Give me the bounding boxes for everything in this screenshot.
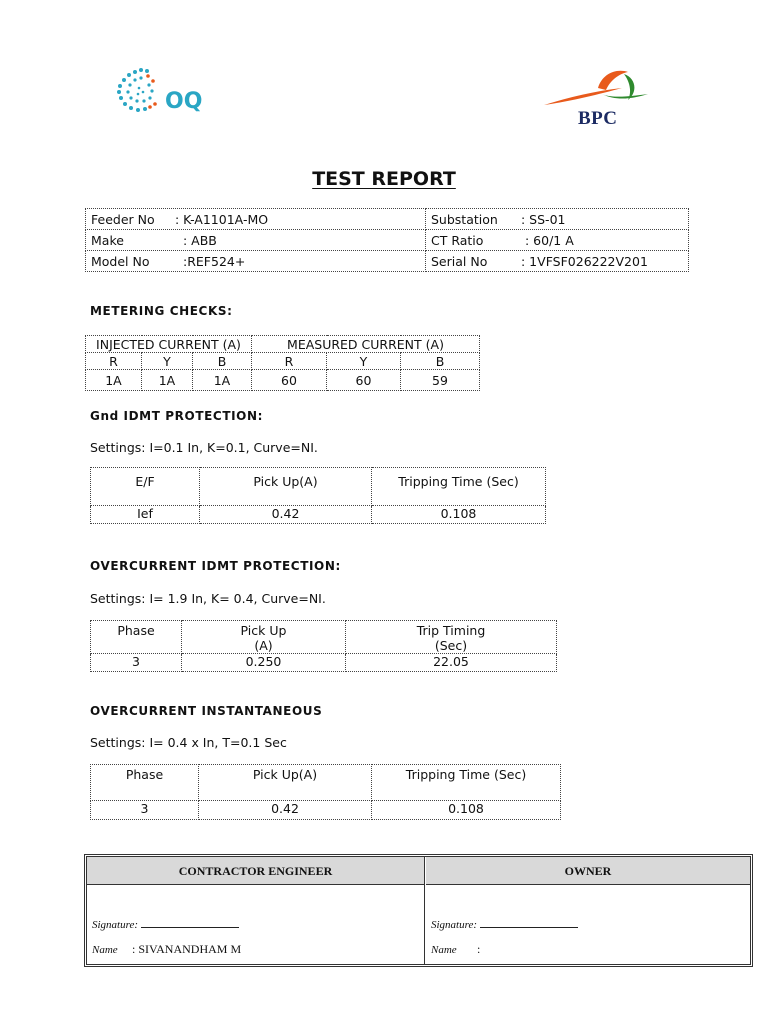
column-header: Pick Up(A) bbox=[199, 765, 372, 801]
column-header: Trip Timing (Sec) bbox=[346, 621, 557, 654]
gnd-table bbox=[90, 467, 546, 524]
table-row bbox=[86, 370, 480, 391]
value-cell: 0.42 bbox=[200, 506, 372, 524]
value-cell: 60 bbox=[252, 370, 327, 391]
value-cell: 59 bbox=[401, 370, 480, 391]
gnd-heading: Gnd IDMT PROTECTION: bbox=[90, 409, 264, 423]
measured-header: MEASURED CURRENT (A) bbox=[252, 336, 480, 353]
overcurrent-table bbox=[90, 620, 557, 672]
equipment-info-table bbox=[85, 208, 689, 272]
table-row bbox=[86, 209, 689, 230]
info-label: Serial No bbox=[431, 253, 488, 269]
owner-signature-line: Signature: bbox=[431, 917, 578, 932]
column-header: Phase bbox=[91, 621, 182, 654]
phase-cell: Y bbox=[327, 353, 401, 370]
overcurrent-settings: Settings: I= 1.9 In, K= 0.4, Curve=NI. bbox=[90, 591, 326, 606]
table-row bbox=[86, 251, 689, 272]
gnd-settings: Settings: I=0.1 In, K=0.1, Curve=NI. bbox=[90, 440, 318, 455]
signature-underline bbox=[480, 918, 578, 928]
phase-cell: R bbox=[252, 353, 327, 370]
table-row bbox=[86, 336, 480, 353]
owner-name: : bbox=[477, 942, 481, 956]
info-label: Model No bbox=[91, 253, 150, 269]
value-cell: 1A bbox=[142, 370, 193, 391]
info-label: CT Ratio bbox=[431, 232, 484, 248]
value-cell: 0.108 bbox=[372, 506, 546, 524]
page-title: TEST REPORT bbox=[312, 168, 456, 190]
phase-cell: R bbox=[86, 353, 142, 370]
owner-heading: OWNER bbox=[426, 857, 750, 885]
instantaneous-table bbox=[90, 764, 561, 820]
contractor-signature-line: Signature: bbox=[92, 917, 239, 932]
contractor-name-line: Name : SIVANANDHAM M bbox=[92, 942, 242, 956]
value-cell: 3 bbox=[91, 654, 182, 672]
value-cell: Ief bbox=[91, 506, 200, 524]
info-label: Feeder No bbox=[91, 211, 155, 227]
table-row bbox=[91, 621, 557, 654]
injected-header: INJECTED CURRENT (A) bbox=[86, 336, 252, 353]
value-cell: 1A bbox=[193, 370, 252, 391]
info-value: : ABB bbox=[183, 232, 217, 248]
instantaneous-heading: OVERCURRENT INSTANTANEOUS bbox=[90, 704, 323, 718]
signoff-box bbox=[84, 854, 753, 967]
info-value: : K-A1101A-MO bbox=[175, 211, 269, 227]
phase-cell: B bbox=[193, 353, 252, 370]
contractor-column bbox=[87, 857, 425, 964]
value-cell: 0.42 bbox=[199, 801, 372, 820]
value-cell: 22.05 bbox=[346, 654, 557, 672]
table-row bbox=[86, 230, 689, 251]
oq-logo-text: OQ bbox=[165, 89, 203, 114]
info-label: Substation bbox=[431, 211, 498, 227]
table-row bbox=[86, 353, 480, 370]
owner-column bbox=[426, 857, 750, 964]
info-value: :REF524+ bbox=[183, 253, 246, 269]
table-row bbox=[91, 801, 561, 820]
table-row bbox=[91, 765, 561, 801]
contractor-name: : SIVANANDHAM M bbox=[132, 942, 242, 956]
metering-heading: METERING CHECKS: bbox=[90, 304, 233, 318]
value-cell: 1A bbox=[86, 370, 142, 391]
signature-underline bbox=[141, 918, 239, 928]
contractor-heading: CONTRACTOR ENGINEER bbox=[87, 857, 424, 885]
owner-name-line: Name : bbox=[431, 942, 481, 956]
value-cell: 0.108 bbox=[372, 801, 561, 820]
bpc-logo-text: BPC bbox=[578, 108, 618, 129]
overcurrent-heading: OVERCURRENT IDMT PROTECTION: bbox=[90, 559, 341, 573]
phase-cell: Y bbox=[142, 353, 193, 370]
value-cell: 60 bbox=[327, 370, 401, 391]
table-row bbox=[91, 468, 546, 506]
instantaneous-settings: Settings: I= 0.4 x In, T=0.1 Sec bbox=[90, 735, 287, 750]
column-header: Phase bbox=[91, 765, 199, 801]
value-cell: 3 bbox=[91, 801, 199, 820]
info-value: : 1VFSF026222V201 bbox=[521, 253, 648, 269]
column-header: Tripping Time (Sec) bbox=[372, 468, 546, 506]
metering-table bbox=[85, 335, 480, 391]
oq-logo bbox=[105, 64, 220, 120]
table-row bbox=[91, 506, 546, 524]
column-header: E/F bbox=[91, 468, 200, 506]
table-row bbox=[91, 654, 557, 672]
info-value: : 60/1 A bbox=[525, 232, 574, 248]
info-value: : SS-01 bbox=[521, 211, 566, 227]
column-header: Tripping Time (Sec) bbox=[372, 765, 561, 801]
column-header: Pick Up(A) bbox=[200, 468, 372, 506]
info-label: Make bbox=[91, 232, 124, 248]
column-header: Pick Up (A) bbox=[182, 621, 346, 654]
phase-cell: B bbox=[401, 353, 480, 370]
value-cell: 0.250 bbox=[182, 654, 346, 672]
